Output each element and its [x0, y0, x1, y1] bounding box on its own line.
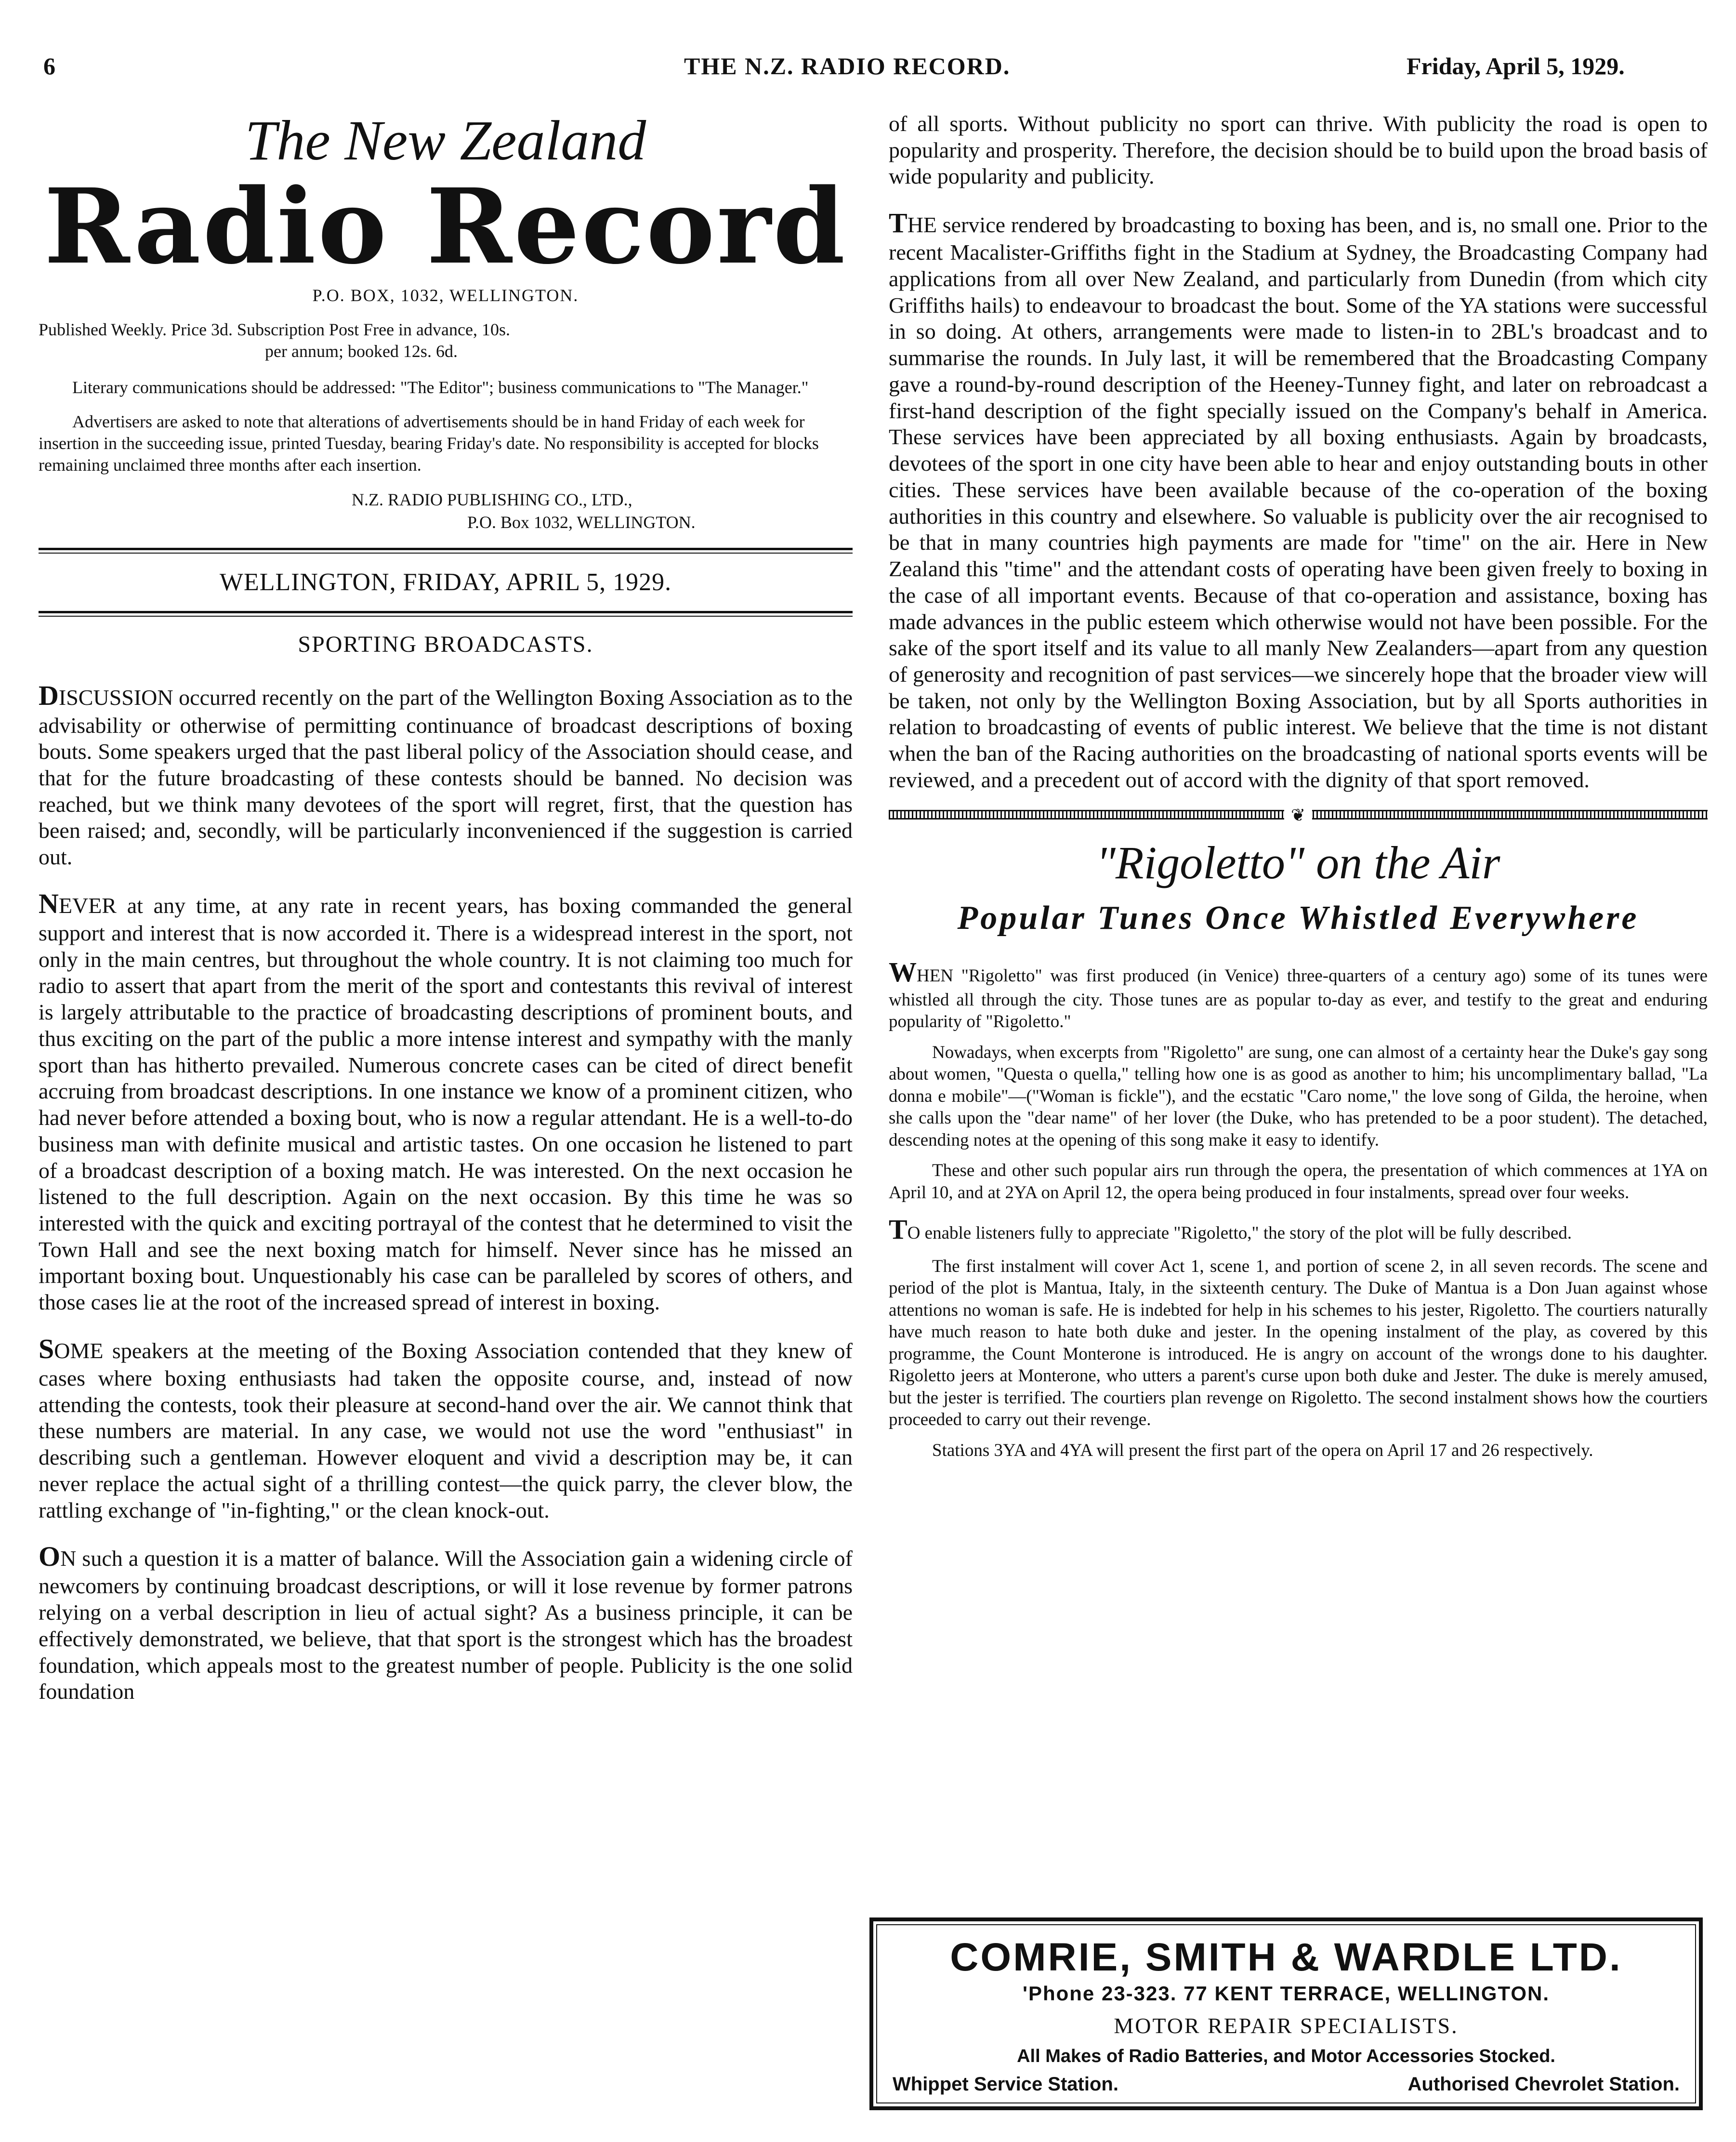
article-paragraph: The first instalment will cover Act 1, scene 1, and portion of scene 2, in all seven records. The scene and period of the plot is Mantua, Italy, in the sixteenth century. The Duke of Mantua is a Don Juan against whose attentions no woman is safe. He is indebted for help in his schemes to his jester, Rigoletto. The courtiers naturally have much reason to hate both duke and jester. In the opening instalment of the play, as covered by this programme, the Count Monterone is introduced. He is angry on account of the wrongs done to his daughter. Rigoletto jeers at Monterone, who utters a parent's curse upon both duke and Jester. The duke is merely amused, but the jester is terrified. The courtiers plan revenge on Rigoletto. The second instalment shows how the courtiers proceeded to carry out their revenge. [889, 1256, 1708, 1430]
divider [39, 611, 853, 617]
ornament-divider [889, 805, 1708, 825]
advertiser-specialty: MOTOR REPAIR SPECIALISTS. [1114, 2013, 1459, 2038]
publishing-info [39, 319, 853, 362]
editorial-dateline: WELLINGTON, FRIDAY, APRIL 5, 1929. [219, 569, 672, 596]
drop-cap: T [889, 1214, 907, 1245]
issue-date: Friday, April 5, 1929. [1407, 53, 1625, 79]
drop-cap: T [889, 207, 907, 239]
editorial-paragraph: DISCUSSION occurred recently on the part of the Wellington Boxing Association as to the advisability or otherwise of permitting continuance of broadcast descriptions of boxing bouts. Some speakers urged that the past liberal policy of the Association should cease, and that for the future broadcasting of these contests should be banned. No decision was reached, but we think many devotees of the sport will regret, first, that the question has been raised; and, secondly, will be particularly inconvenienced if the suggestion is carried out. [39, 680, 853, 870]
advertiser-stations [888, 2074, 1684, 2095]
drop-cap: O [39, 1541, 61, 1573]
advertiser-contact: 'Phone 23-323. 77 KENT TERRACE, WELLINGTON. [1022, 1982, 1550, 2005]
article-paragraph: These and other such popular airs run through the opera, the presentation of which commences at 1YA on April 10, and at 2YA on April 12, the opera being produced in four instalments, spread over four weeks. [889, 1161, 1708, 1203]
publisher-address: P.O. Box 1032, WELLINGTON. [467, 512, 696, 532]
station-left: Whippet Service Station. [893, 2074, 1118, 2095]
editorial-paragraph: ON such a question it is a matter of balance. Will the Association gain a widening circle of newcomers by continuing broadcast descriptions, or will it lose revenue by former patrons relying on a verbal description in lieu of actual sight? As a business principle, it can be effectively demonstrated, we believe, that that sport is the strongest which has the broadest foundation, which appeals most to the greatest number of people. Publicity is the one solid foundation [39, 1541, 853, 1704]
page-number: 6 [43, 53, 55, 79]
masthead-line1: The New Zealand [245, 109, 646, 172]
publishing-line: Published Weekly. Price 3d. Subscription Post Free in advance, 10s. [39, 319, 510, 339]
publisher-block [39, 489, 853, 534]
editorial-paragraph: THE service rendered by broadcasting to boxing has been, and is, no small one. Prior to the recent Macalister-Griffiths fight in the Stadium at Sydney, the Broadcasting Company had applications from all over New Zealand, and particularly from Dunedin (from which city Griffiths hails) to endeavour to broadcast the bout. Some of the YA stations were successful in so doing. At others, arrangements were made to listen-in to 2BL's broadcast and to summarise the rounds. In July last, it will be remembered that the Broadcasting Company gave a round-by-round description of the Heeney-Tunney fight, and later on rebroadcast a first-hand description of the fight specially issued on the Company's behalf in America. These services have been appreciated by all boxing enthusiasts. Again by broadcasts, devotees of the sport in one city have been able to hear and enjoy outstanding bouts in other cities. These services have been available because of the co-operation of the boxing authorities in this country and elsewhere. So valuable is publicity over the air recognised to be that in many countries high payments are made for "time" on the air. Here in New Zealand this "time" and the attendant costs of operating have been given freely to boxing in the case of all important events. Because of that co-operation and assistance, boxing has made advances in the public esteem which otherwise would not have been possible. For the sake of the sport itself and its value to all manly New Zealanders—apart from any question of generosity and recognition of past services—we sincerely hope that the broader view will be taken, not only by the Wellington Boxing Association, but by all Sports authorities in relation to broadcasting of events of public interest. We believe that the time is not distant when the ban of the Racing authorities on the broadcasting of national sports events will be reviewed, and a precedent out of accord with the dignity of that sport removed. [889, 207, 1708, 792]
publisher-name: N.Z. RADIO PUBLISHING CO., LTD., [352, 489, 632, 509]
masthead-address: P.O. BOX, 1032, WELLINGTON. [312, 285, 579, 305]
editorial-paragraph: of all sports. Without publicity no sport can thrive. With publicity the road is open to popularity and prosperity. Therefore, the decision should be to build upon the broad basis of wide popularity and publicity. [889, 111, 1708, 189]
drop-cap: D [39, 680, 59, 712]
left-column [39, 111, 853, 1721]
editorial-paragraph: NEVER at any time, at any rate in recent years, has boxing commanded the general support and interest that is now accorded it. There is a widespread interest in the sport, not only in the main centres, but throughout the whole country. It is not claiming too much for radio to assert that apart from the merit of the sport and contestants this revival of interest is largely attributable to the practice of broadcasting descriptions of prominent bouts, and thus exciting on the part of the public a more intense interest and sympathy with the manly sport than has hitherto prevailed. Numerous concrete cases can be cited of direct benefit accruing from broadcast descriptions. In one instance we know of a prominent citizen, who had never before attended a boxing bout, who is now a regular attendant. He is a well-to-do business man with definite musical and artistic tastes. On one occasion he listened to part of a broadcast description of a boxing match. He was interested. On the next occasion he listened to the full description. Again on the next occasion. By this time he was so interested with the quick and exciting portrayal of the contest that he determined to visit the Town Hall and see the next boxing match for himself. Never since has he missed an important boxing bout. Unquestionably his case can be paralleled by scores of others, and those cases lie at the root of the increased spread of interest in boxing. [39, 887, 853, 1315]
advertiser-name: COMRIE, SMITH & WARDLE LTD. [950, 1935, 1622, 1979]
masthead [39, 111, 853, 533]
running-title: THE N.Z. RADIO RECORD. [684, 53, 1011, 79]
advertiser-stock: All Makes of Radio Batteries, and Motor Accessories Stocked. [1017, 2046, 1555, 2066]
advertisers-note: Advertisers are asked to note that alterations of advertisements should be in hand Friday of each week for insertion in the succeeding issue, printed Tuesday, bearing Friday's date. No responsibility is accepted for blocks remaining unclaimed three months after each insertion. [39, 411, 819, 475]
publishing-line-cont: per annum; booked 12s. 6d. [265, 341, 458, 361]
masthead-title: Radio Record [44, 166, 847, 287]
drop-cap: N [39, 887, 59, 919]
ornament-icon: ❦ [1284, 805, 1312, 826]
article-title: "Rigoletto" on the Air [1096, 836, 1500, 888]
article-paragraph: WHEN "Rigoletto" was first produced (in Venice) three-quarters of a century ago) some of its tunes were whistled all through the city. Those tunes are as popular to-day as ever, and testify to the great and enduring popularity of "Rigoletto." [889, 956, 1708, 1032]
editorial-paragraph: SOME speakers at the meeting of the Boxing Association contended that they knew of cases where boxing enthusiasts had taken the opposite course, and, instead of now attending the contests, took their pleasure at second-hand over the air. We cannot think that these numbers are material. In any case, we would not use the word "enthusiast" in describing such a gentleman. However eloquent and vivid a description may be, it can never replace the actual sight of a thrilling contest—the quick parry, the clever blow, the rattling exchange of "in-fighting," or the clean knock-out. [39, 1333, 853, 1522]
right-column [889, 111, 1708, 1470]
editorial-heading: SPORTING BROADCASTS. [298, 632, 593, 658]
article-subtitle: Popular Tunes Once Whistled Everywhere [957, 899, 1639, 937]
station-right: Authorised Chevrolet Station. [1407, 2074, 1680, 2095]
article-paragraph: Nowadays, when excerpts from "Rigoletto" are sung, one can almost of a certainty hear the Duke's gay song about women, "Questa o quella," telling how one is as good as another to him; his uncomplimentary ballad, "La donna e mobile"—("Woman is fickle"), and the ecstatic "Caro nome," the love song of Gilda, the heroine, when she calls upon the "dear name" of her lover (the Duke, who has pretended to be a poor student). The detached, descending notes at the opening of this song make it easy to identify. [889, 1042, 1708, 1150]
advertisement [869, 1917, 1703, 2110]
article-paragraph: Stations 3YA and 4YA will present the first part of the opera on April 17 and 26 respectively. [932, 1440, 1593, 1460]
drop-cap: W [889, 956, 917, 988]
divider [39, 548, 853, 554]
drop-cap: S [39, 1333, 54, 1364]
literary-note: Literary communications should be addressed: "The Editor"; business communications to "The Manager." [72, 377, 809, 397]
article-paragraph: TO enable listeners fully to appreciate "Rigoletto," the story of the plot will be fully described. [889, 1214, 1572, 1245]
